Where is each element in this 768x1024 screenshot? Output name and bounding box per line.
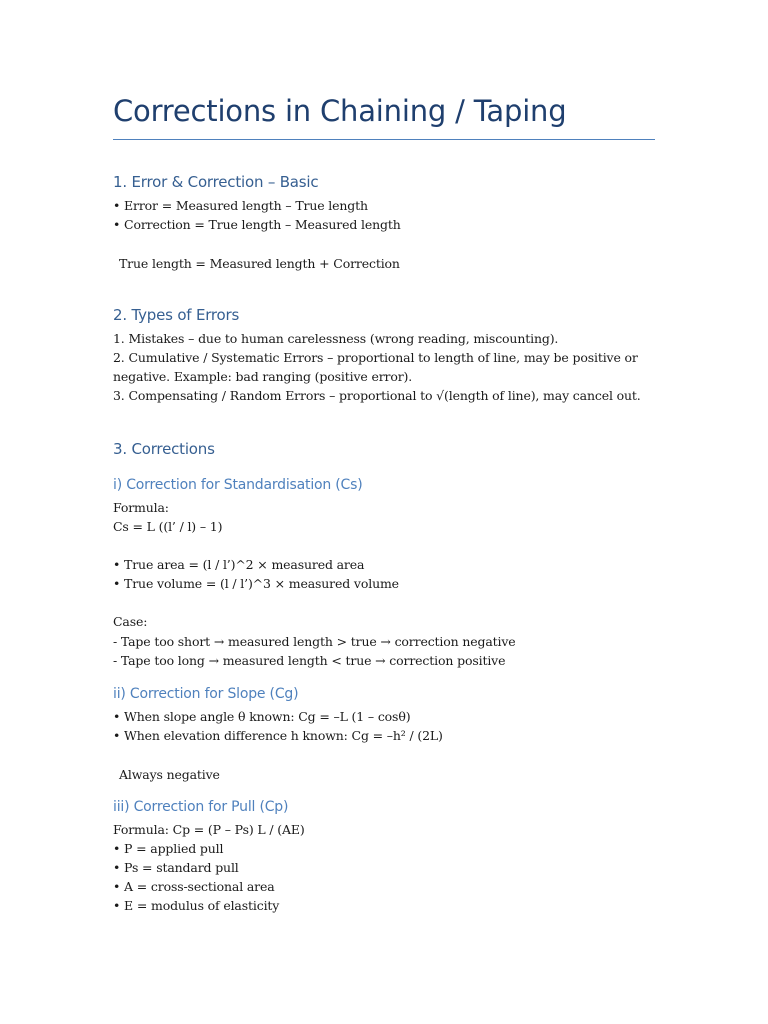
pull-bullet-1: • P = applied pull — [113, 841, 224, 856]
slope-heading: ii) Correction for Slope (Cg) — [113, 686, 299, 702]
section-1-heading: 1. Error & Correction – Basic — [113, 173, 319, 191]
standardisation-case-1: - Tape too short → measured length > true → correction negative — [113, 634, 516, 649]
section-2-line-3: negative. Example: bad ranging (positive error). — [113, 369, 413, 384]
title-underline — [113, 139, 655, 140]
standardisation-bullet-1: • True area = (l / l’)^2 × measured area — [113, 557, 365, 572]
pull-heading: iii) Correction for Pull (Cp) — [113, 799, 289, 815]
section-1-note: True length = Measured length + Correction — [119, 256, 400, 271]
section-1-line-1: • Error = Measured length – True length — [113, 198, 368, 213]
page-title: Corrections in Chaining / Taping — [113, 94, 567, 128]
standardisation-case-label: Case: — [113, 614, 148, 629]
pull-bullet-2: • Ps = standard pull — [113, 860, 239, 875]
pull-formula: Formula: Cp = (P – Ps) L / (AE) — [113, 822, 305, 837]
slope-note: Always negative — [119, 767, 220, 782]
slope-bullet-1: • When slope angle θ known: Cg = –L (1 – cosθ) — [113, 709, 411, 724]
standardisation-formula: Cs = L ((l’ / l) – 1) — [113, 519, 223, 534]
section-3-heading: 3. Corrections — [113, 440, 215, 458]
standardisation-case-2: - Tape too long → measured length < true → correction positive — [113, 653, 506, 668]
section-2-line-4: 3. Compensating / Random Errors – proportional to √(length of line), may cancel out. — [113, 388, 641, 403]
pull-bullet-4: • E = modulus of elasticity — [113, 898, 280, 913]
section-2-line-2: 2. Cumulative / Systematic Errors – proportional to length of line, may be positive or — [113, 350, 638, 365]
standardisation-formula-label: Formula: — [113, 500, 169, 515]
pull-bullet-3: • A = cross-sectional area — [113, 879, 275, 894]
section-2-heading: 2. Types of Errors — [113, 306, 240, 324]
slope-bullet-2: • When elevation difference h known: Cg = –h² / (2L) — [113, 728, 443, 743]
section-2-line-1: 1. Mistakes – due to human carelessness (wrong reading, miscounting). — [113, 331, 559, 346]
standardisation-bullet-2: • True volume = (l / l’)^3 × measured volume — [113, 576, 399, 591]
standardisation-heading: i) Correction for Standardisation (Cs) — [113, 477, 363, 493]
section-1-line-2: • Correction = True length – Measured length — [113, 217, 401, 232]
